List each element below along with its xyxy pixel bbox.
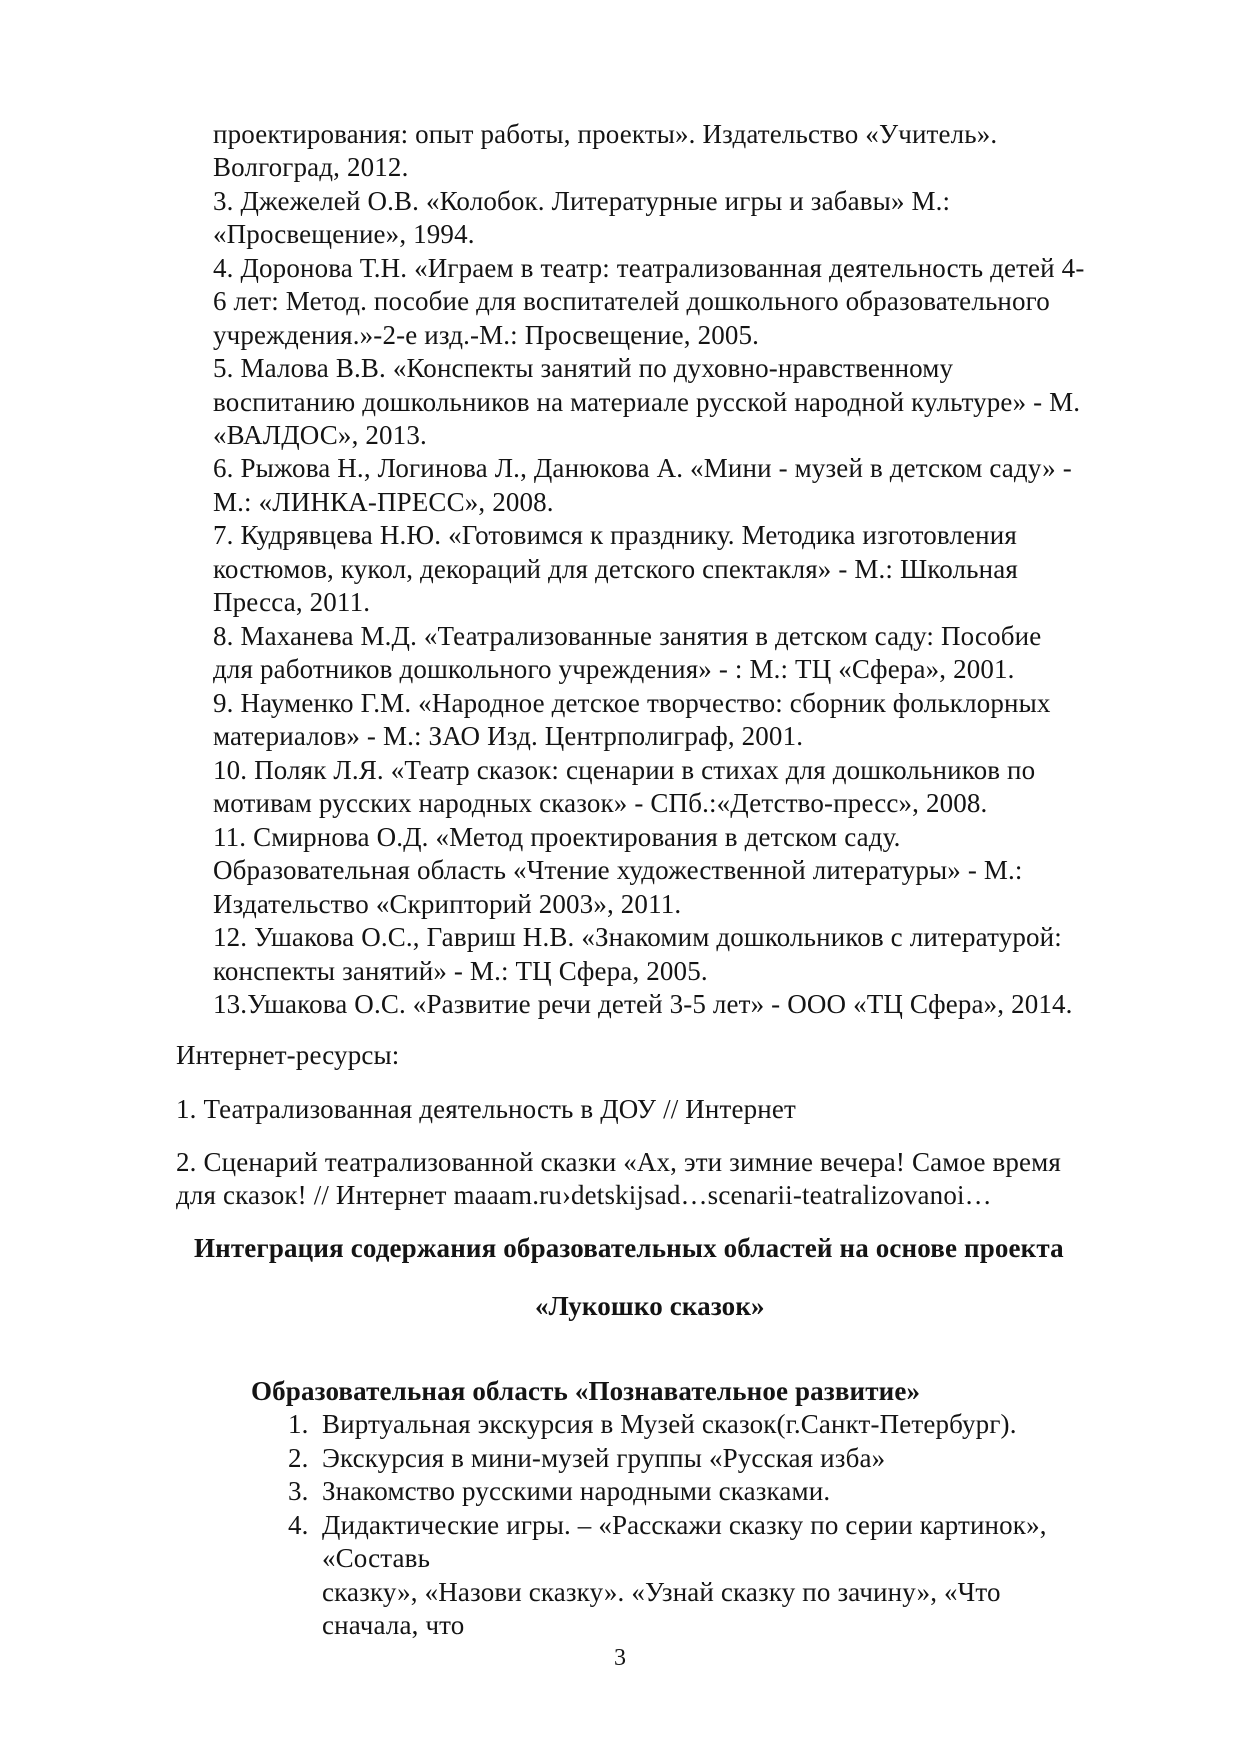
list-number: 1.: [288, 1409, 309, 1439]
list-item-4-line-2: «Составь: [322, 1543, 431, 1573]
list-item-2: [288, 1442, 885, 1475]
list-item-text: Знакомство русскими народными сказками.: [322, 1476, 831, 1506]
bib-item-6-line-2: М.: «ЛИНКА-ПРЕСС», 2008.: [213, 487, 554, 517]
bib-item-11-line-2: Образовательная область «Чтение художественной литературы» - М.:: [213, 855, 1023, 885]
bib-item-9-line-1: 9. Науменко Г.М. «Народное детское творчество: сборник фольклорных: [213, 688, 1051, 718]
list-item-text: Дидактические игры. – «Расскажи сказку по серии картинок»,: [322, 1510, 1047, 1540]
bib-item-4-line-2: 6 лет: Метод. пособие для воспитателей дошкольного образовательного: [213, 286, 1050, 316]
bib-item-10-line-2: мотивам русских народных сказок» - СПб.:«Детство-пресс», 2008.: [213, 788, 988, 818]
list-item-text: Экскурсия в мини-музей группы «Русская изба»: [322, 1443, 886, 1473]
bib-item-7-line-2: костюмов, кукол, декораций для детского спектакля» - М.: Школьная: [213, 554, 1018, 584]
list-item-text: Виртуальная экскурсия в Музей сказок(г.Санкт-Петербург).: [322, 1409, 1017, 1439]
bib-item-9-line-2: материалов» - М.: ЗАО Изд. Центрполиграф, 2001.: [213, 721, 804, 751]
bib-item-13-line-1: 13.Ушакова О.С. «Развитие речи детей 3-5 лет» - ООО «ТЦ Сфера», 2014.: [213, 989, 1073, 1019]
page-number: 3: [614, 1645, 626, 1671]
bib-item-10-line-1: 10. Поляк Л.Я. «Театр сказок: сценарии в стихах для дошкольников по: [213, 755, 1036, 785]
bib-item-4-line-3: учреждения.»-2-е изд.-М.: Просвещение, 2005.: [213, 320, 760, 350]
bib-item-1-line-1: проектирования: опыт работы, проекты». Издательство «Учитель».: [213, 119, 998, 149]
bib-item-12-line-2: конспекты занятий» - М.: ТЦ Сфера, 2005.: [213, 956, 708, 986]
bib-item-7-line-1: 7. Кудрявцева Н.Ю. «Готовимся к празднику. Методика изготовления: [213, 520, 1017, 550]
list-number: 2.: [288, 1443, 309, 1473]
bib-item-7-line-3: Пресса, 2011.: [213, 587, 371, 617]
internet-resources-heading: Интернет-ресурсы:: [176, 1040, 400, 1070]
internet-item-2-line-1: 2. Сценарий театрализованной сказки «Ах, эти зимние вечера! Самое время: [176, 1147, 1061, 1177]
bib-item-11-line-3: Издательство «Скрипторий 2003», 2011.: [213, 889, 682, 919]
bib-item-12-line-1: 12. Ушакова О.С., Гавриш Н.В. «Знакомим дошкольников с литературой:: [213, 922, 1062, 952]
bib-item-8-line-1: 8. Маханева М.Д. «Театрализованные занятия в детском саду: Пособие: [213, 621, 1042, 651]
bib-item-4-line-1: 4. Доронова Т.Н. «Играем в театр: театрализованная деятельность детей 4-: [213, 253, 1085, 283]
list-item-4: [288, 1509, 1047, 1542]
bib-item-5-line-2: воспитанию дошкольников на материале русской народной культуре» - М.: [213, 387, 1081, 417]
list-item-4-line-4: сначала, что: [322, 1610, 465, 1640]
list-item-3: [288, 1475, 830, 1508]
internet-item-1: 1. Театрализованная деятельность в ДОУ // Интернет: [176, 1094, 796, 1124]
list-item-4-line-3: сказку», «Назови сказку». «Узнай сказку по зачину», «Что: [322, 1577, 1001, 1607]
integration-title-line-2: «Лукошко сказок»: [535, 1291, 765, 1321]
bib-item-6-line-1: 6. Рыжова Н., Логинова Л., Данюкова А. «Мини - музей в детском саду» -: [213, 453, 1072, 483]
bib-item-3-line-2: «Просвещение», 1994.: [213, 219, 475, 249]
bib-item-5-line-1: 5. Малова В.В. «Конспекты занятий по духовно-нравственному: [213, 353, 954, 383]
bib-item-3-line-1: 3. Джежелей О.В. «Колобок. Литературные игры и забавы» М.:: [213, 186, 951, 216]
list-number: 3.: [288, 1476, 309, 1506]
bib-item-1-line-2: Волгоград, 2012.: [213, 152, 409, 182]
list-number: 4.: [288, 1510, 309, 1540]
bib-item-8-line-2: для работников дошкольного учреждения» - : М.: ТЦ «Сфера», 2001.: [213, 654, 1015, 684]
bib-item-5-line-3: «ВАЛДОС», 2013.: [213, 420, 427, 450]
integration-title-line-1: Интеграция содержания образовательных областей на основе проекта: [194, 1233, 1064, 1263]
education-area-heading: Образовательная область «Познавательное развитие»: [251, 1376, 921, 1406]
list-item-1: [288, 1408, 1017, 1441]
internet-item-2-line-2: для сказок! // Интернет maaam.ru›detskijsad…scenarii-teatralizovanoi…: [176, 1180, 992, 1210]
bib-item-11-line-1: 11. Смирнова О.Д. «Метод проектирования в детском саду.: [213, 822, 901, 852]
